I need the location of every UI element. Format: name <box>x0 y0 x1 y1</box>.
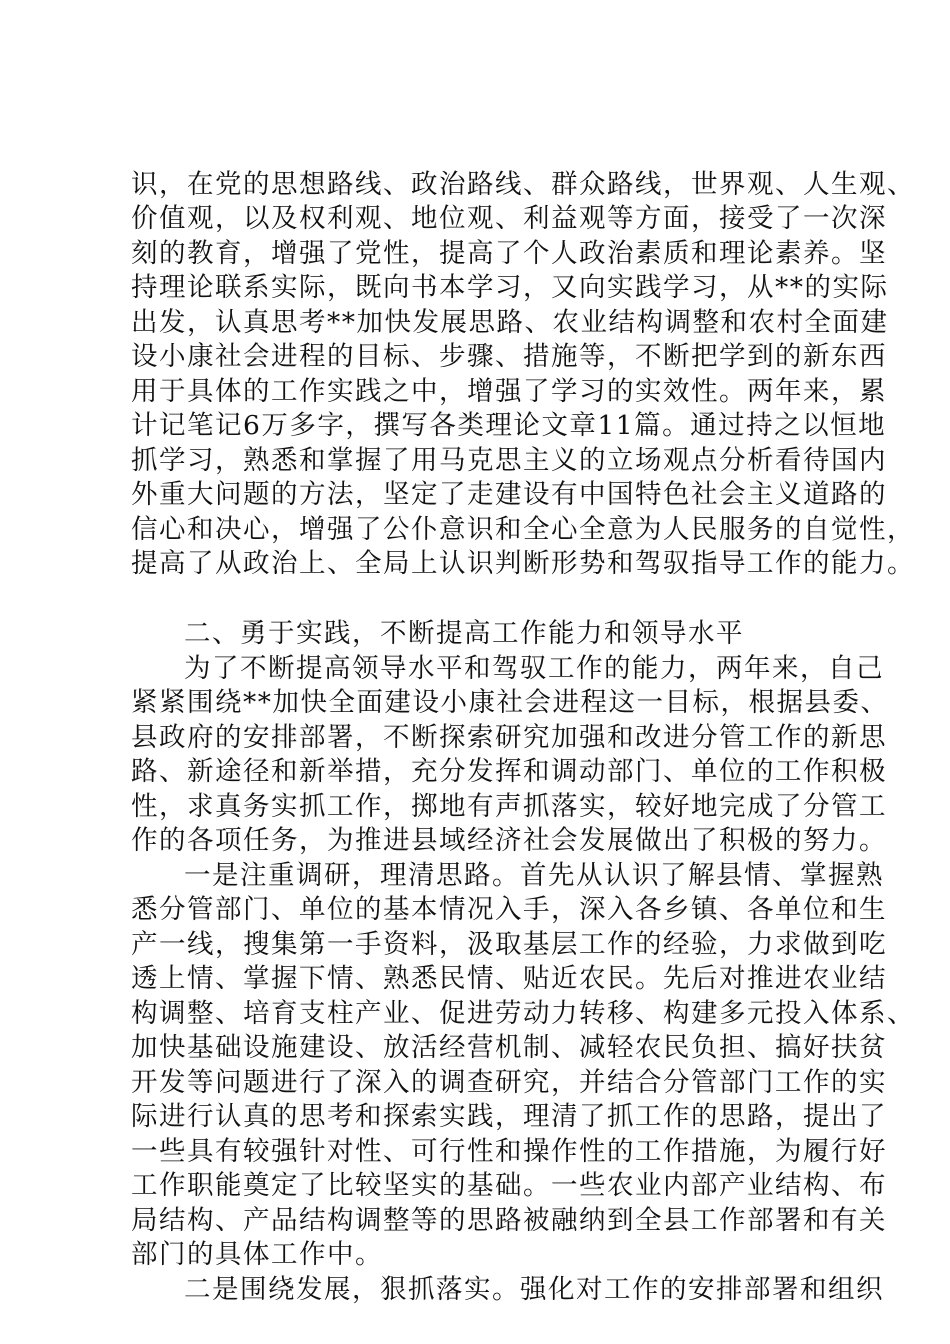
text-line: 外重大问题的方法，坚定了走建设有中国特色社会主义道路的 <box>131 479 887 510</box>
text-line: 价值观，以及权利观、地位观、利益观等方面，接受了一次深 <box>131 203 887 234</box>
text-line: 局结构、产品结构调整等的思路被融纳到全县工作部署和有关 <box>131 1205 887 1236</box>
text-line: 提高了从政治上、全局上认识判断形势和驾驭指导工作的能力。 <box>131 548 915 579</box>
text-line: 路、新途径和新举措，充分发挥和调动部门、单位的工作积极 <box>131 756 887 787</box>
text-line: 加快基础设施建设、放活经营机制、减轻农民负担、搞好扶贫 <box>131 1032 887 1063</box>
section-heading: 二、勇于实践，不断提高工作能力和领导水平 <box>184 618 744 649</box>
text-line: 持理论联系实际，既向书本学习，又向实践学习，从**的实际 <box>131 272 889 303</box>
text-line: 作的各项任务，为推进县域经济社会发展做出了积极的努力。 <box>131 825 887 856</box>
text-line: 信心和决心，增强了公仆意识和全心全意为人民服务的自觉性， <box>131 514 915 545</box>
text-line: 识，在党的思想路线、政治路线、群众路线，世界观、人生观、 <box>131 169 915 200</box>
text-line: 开发等问题进行了深入的调查研究，并结合分管部门工作的实 <box>131 1067 887 1098</box>
text-line: 紧紧围绕**加快全面建设小康社会进程这一目标，根据县委、 <box>131 687 889 718</box>
text-line: 二是围绕发展，狠抓落实。强化对工作的安排部署和组织 <box>184 1274 884 1305</box>
text-line: 抓学习，熟悉和掌握了用马克思主义的立场观点分析看待国内 <box>131 445 887 476</box>
text-line: 透上情、掌握下情、熟悉民情、贴近农民。先后对推进农业结 <box>131 963 887 994</box>
text-line: 际进行认真的思考和探索实践，理清了抓工作的思路，提出了 <box>131 1101 887 1132</box>
text-line: 计记笔记6万多字，撰写各类理论文章11篇。通过持之以恒地 <box>131 410 887 441</box>
text-line: 一是注重调研，理清思路。首先从认识了解县情、掌握熟 <box>184 860 884 891</box>
text-line: 构调整、培育支柱产业、促进劳动力转移、构建多元投入体系、 <box>131 998 915 1029</box>
text-line: 工作职能奠定了比较坚实的基础。一些农业内部产业结构、布 <box>131 1170 887 1201</box>
text-line: 产一线，搜集第一手资料，汲取基层工作的经验，力求做到吃 <box>131 929 887 960</box>
text-line: 设小康社会进程的目标、步骤、措施等，不断把学到的新东西 <box>131 341 887 372</box>
text-line: 用于具体的工作实践之中，增强了学习的实效性。两年来，累 <box>131 376 887 407</box>
text-line: 出发，认真思考**加快发展思路、农业结构调整和农村全面建 <box>131 307 889 338</box>
text-line: 县政府的安排部署，不断探索研究加强和改进分管工作的新思 <box>131 722 887 753</box>
text-line: 悉分管部门、单位的基本情况入手，深入各乡镇、各单位和生 <box>131 894 887 925</box>
text-line: 一些具有较强针对性、可行性和操作性的工作措施，为履行好 <box>131 1136 887 1167</box>
text-line: 部门的具体工作中。 <box>131 1239 383 1270</box>
text-line: 为了不断提高领导水平和驾驭工作的能力，两年来，自己 <box>184 653 884 684</box>
text-line: 性，求真务实抓工作，掷地有声抓落实，较好地完成了分管工 <box>131 791 887 822</box>
text-line: 刻的教育，增强了党性，提高了个人政治素质和理论素养。坚 <box>131 238 887 269</box>
